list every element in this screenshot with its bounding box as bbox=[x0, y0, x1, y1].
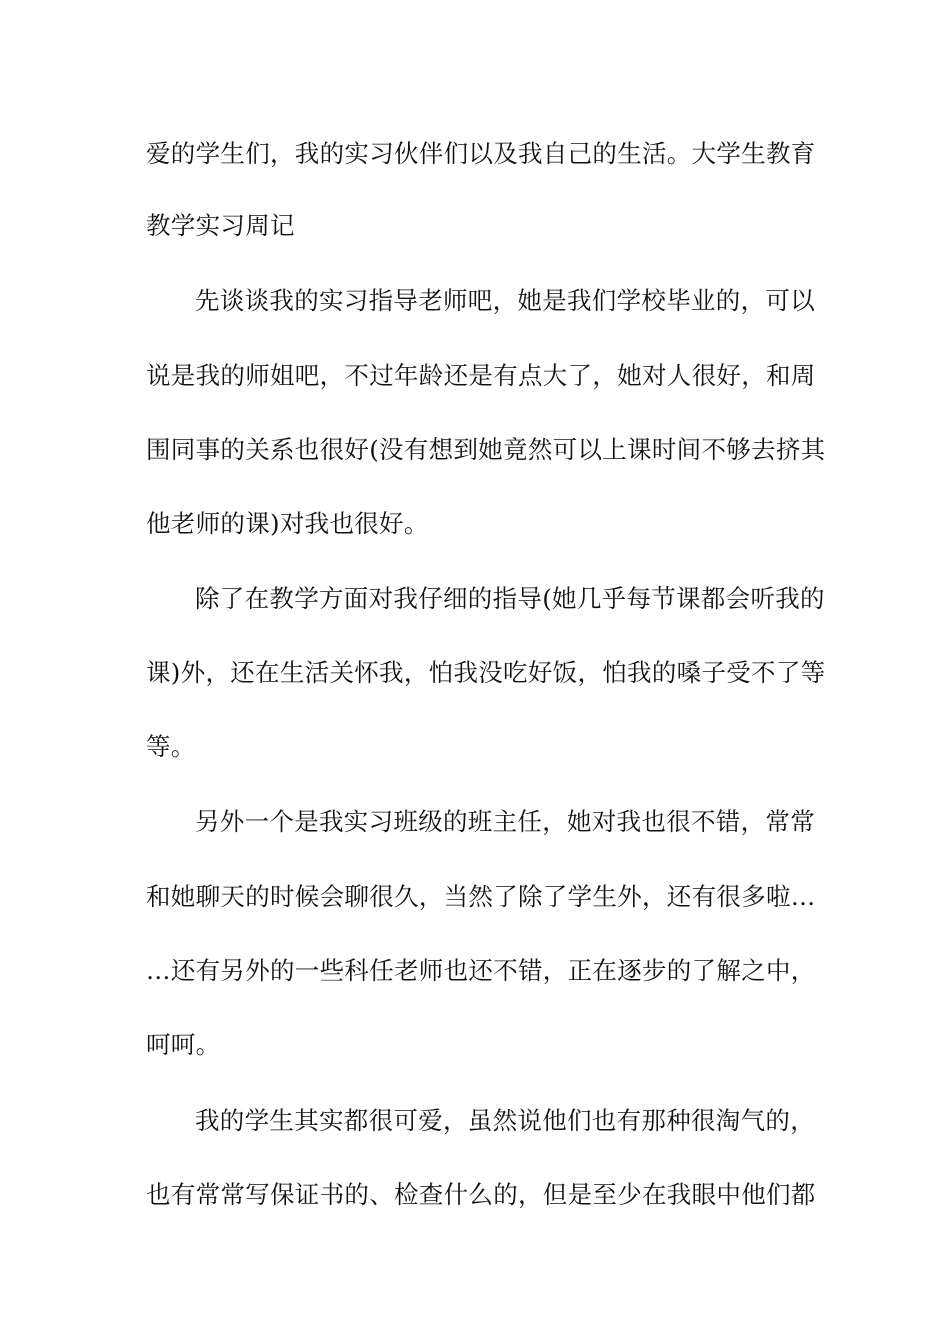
text-line: 等。 bbox=[146, 732, 196, 761]
text-line: 围同事的关系也很好(没有想到她竟然可以上课时间不够去挤其 bbox=[146, 435, 826, 464]
text-line: 和她聊天的时候会聊很久，当然了除了学生外，还有很多啦… bbox=[146, 882, 816, 911]
paragraph-line: 除了在教学方面对我仔细的指导(她几乎每节课都会听我的 bbox=[195, 584, 825, 613]
text-line: 说是我的师姐吧，不过年龄还是有点大了，她对人很好，和周 bbox=[146, 361, 816, 390]
paragraph-line: 先谈谈我的实习指导老师吧，她是我们学校毕业的，可以 bbox=[195, 286, 815, 315]
text-line: …还有另外的一些科任老师也还不错，正在逐步的了解之中， bbox=[146, 956, 816, 985]
paragraph-line: 另外一个是我实习班级的班主任，她对我也很不错，常常 bbox=[195, 807, 815, 836]
text-line: 课)外，还在生活关怀我，怕我没吃好饭，怕我的嗓子受不了等 bbox=[146, 658, 826, 687]
text-line: 呵呵。 bbox=[146, 1030, 221, 1059]
text-line: 爱的学生们，我的实习伙伴们以及我自己的生活。大学生教育 bbox=[146, 139, 816, 168]
text-line: 也有常常写保证书的、检查什么的，但是至少在我眼中他们都 bbox=[146, 1180, 816, 1209]
text-line: 教学实习周记 bbox=[146, 211, 295, 240]
paragraph-line: 我的学生其实都很可爱，虽然说他们也有那种很淘气的， bbox=[195, 1106, 815, 1135]
text-line: 他老师的课)对我也很好。 bbox=[146, 509, 429, 538]
